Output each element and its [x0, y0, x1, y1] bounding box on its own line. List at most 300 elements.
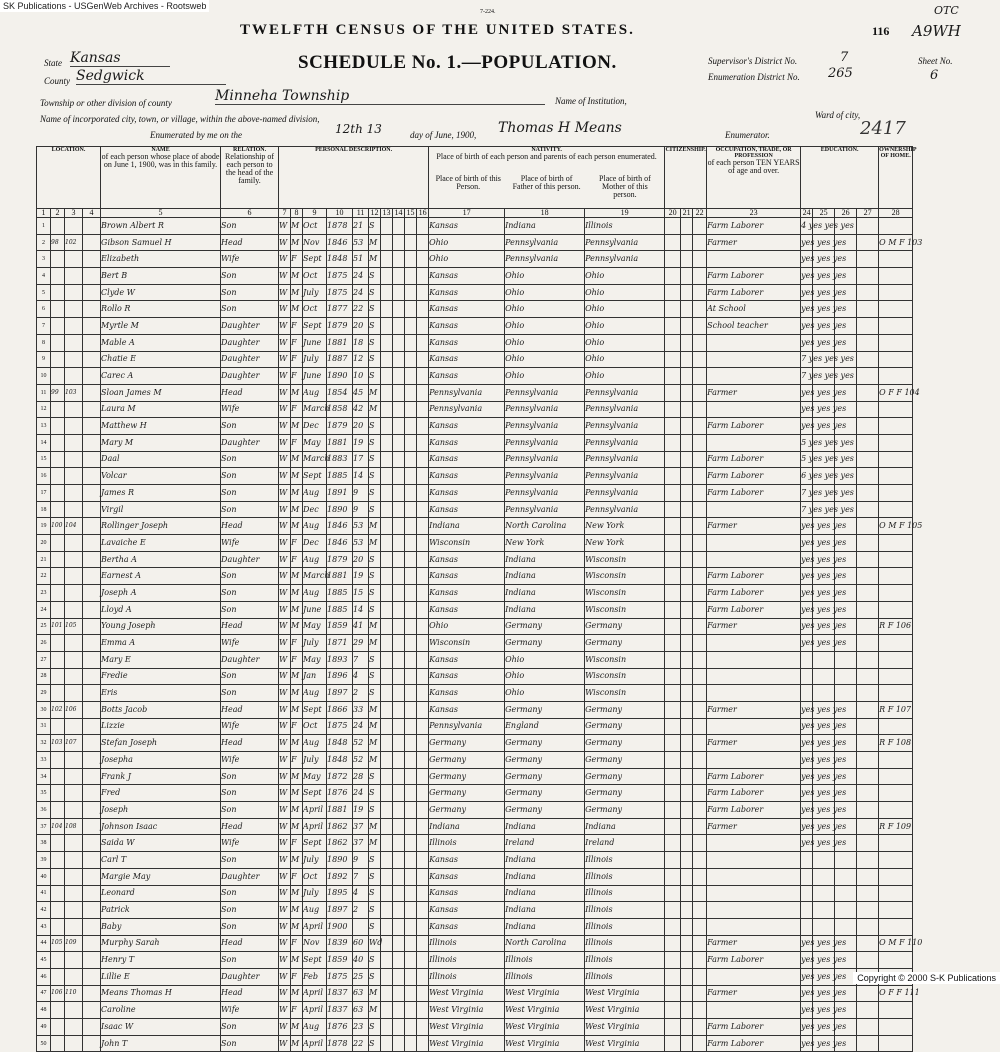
age-cell: 42: [353, 401, 369, 418]
person-name-cell: Botts Jacob: [101, 701, 221, 718]
blank-cell: [417, 952, 429, 969]
line-number-cell: 50: [37, 1035, 51, 1052]
line-number-cell: 14: [37, 434, 51, 451]
family-number-cell: 102: [65, 234, 83, 251]
marital-status-cell: S: [369, 218, 381, 235]
marital-status-cell: S: [369, 568, 381, 585]
blank-cell: [693, 952, 707, 969]
blank-cell: [381, 685, 393, 702]
sex-cell: F: [291, 401, 303, 418]
home-ownership-cell: [879, 535, 913, 552]
institution-label: Name of Institution,: [555, 96, 627, 106]
mother-birthplace-cell: West Virginia: [585, 985, 665, 1002]
relation-cell: Wife: [221, 1002, 279, 1019]
education-cell: yes yes yes: [801, 401, 813, 418]
blank-cell: [681, 985, 693, 1002]
blank-cell: [857, 868, 879, 885]
blank-cell: [405, 985, 417, 1002]
home-ownership-cell: [879, 568, 913, 585]
birth-month-cell: May: [303, 618, 327, 635]
blank-cell: [693, 835, 707, 852]
enumerated-day: 12th 13: [335, 122, 382, 136]
dwelling-number-cell: [51, 752, 65, 769]
age-cell: 19: [353, 568, 369, 585]
race-cell: W: [279, 952, 291, 969]
relation-cell: Son: [221, 685, 279, 702]
blank-cell: [681, 301, 693, 318]
sex-cell: M: [291, 735, 303, 752]
father-birthplace-cell: Indiana: [505, 585, 585, 602]
column-number: 10: [327, 209, 353, 218]
relation-cell: Son: [221, 785, 279, 802]
blank-cell: [857, 418, 879, 435]
birthplace-cell: Kansas: [429, 485, 505, 502]
june-label: day of June, 1900,: [410, 130, 477, 140]
blank-cell: [681, 918, 693, 935]
blank-cell: [693, 718, 707, 735]
birth-month-cell: Aug: [303, 485, 327, 502]
table-row: [37, 918, 913, 935]
sheet-value: 6: [930, 68, 939, 83]
person-name-cell: Gibson Samuel H: [101, 234, 221, 251]
blank-cell: [405, 251, 417, 268]
line-number-cell: 35: [37, 785, 51, 802]
table-row: [37, 368, 913, 385]
blank-cell: [83, 835, 101, 852]
blank-cell: [681, 434, 693, 451]
age-cell: 19: [353, 434, 369, 451]
father-birthplace-cell: Pennsylvania: [505, 501, 585, 518]
sex-cell: M: [291, 1019, 303, 1036]
birth-year-cell: 1891: [327, 485, 353, 502]
blank-cell: [381, 418, 393, 435]
birthplace-cell: West Virginia: [429, 1035, 505, 1052]
education-cell: yes yes yes: [801, 1035, 813, 1052]
education-cell: 4 yes yes yes: [801, 218, 813, 235]
family-number-cell: [65, 651, 83, 668]
mother-birthplace-cell: Pennsylvania: [585, 418, 665, 435]
occupation-cell: Farmer: [707, 701, 801, 718]
marital-status-cell: S: [369, 434, 381, 451]
sex-cell: M: [291, 585, 303, 602]
birthplace-cell: Kansas: [429, 318, 505, 335]
family-number-cell: [65, 668, 83, 685]
blank-cell: [665, 835, 681, 852]
blank-cell: [83, 251, 101, 268]
blank-cell: [857, 535, 879, 552]
family-number-cell: [65, 401, 83, 418]
birthplace-cell: Kansas: [429, 902, 505, 919]
table-row: [37, 1035, 913, 1052]
blank-cell: [665, 251, 681, 268]
family-number-cell: [65, 968, 83, 985]
relation-cell: Son: [221, 1019, 279, 1036]
blank-cell: [393, 468, 405, 485]
blank-cell: [665, 535, 681, 552]
blank-cell: [381, 384, 393, 401]
dwelling-number-cell: [51, 785, 65, 802]
dwelling-number-cell: [51, 635, 65, 652]
blank-cell: [665, 985, 681, 1002]
column-number: 15: [406, 208, 415, 217]
race-cell: W: [279, 401, 291, 418]
line-number-cell: 23: [37, 585, 51, 602]
blank-cell: [381, 535, 393, 552]
home-ownership-cell: [879, 585, 913, 602]
blank-cell: [857, 902, 879, 919]
birthplace-cell: Germany: [429, 735, 505, 752]
person-name-cell: John T: [101, 1035, 221, 1052]
occupation-cell: [707, 752, 801, 769]
blank-cell: [693, 568, 707, 585]
family-number-cell: [65, 902, 83, 919]
mother-birthplace-cell: Ireland: [585, 835, 665, 852]
sex-cell: M: [291, 668, 303, 685]
relation-cell: Son: [221, 485, 279, 502]
blank-cell: [681, 1019, 693, 1036]
blank-cell: [381, 668, 393, 685]
birthplace-cell: Kansas: [429, 468, 505, 485]
county-value: Sedgwick: [76, 68, 226, 85]
birth-month-cell: June: [303, 334, 327, 351]
occupation-cell: At School: [707, 301, 801, 318]
line-number-cell: 30: [37, 701, 51, 718]
blank-cell: [681, 885, 693, 902]
blank-cell: [417, 835, 429, 852]
blank-cell: [393, 902, 405, 919]
age-cell: 22: [353, 301, 369, 318]
blank-cell: [835, 885, 857, 902]
family-number-cell: [65, 585, 83, 602]
dwelling-number-cell: [51, 318, 65, 335]
mother-birthplace-cell: Pennsylvania: [585, 434, 665, 451]
occupation-cell: Farm Laborer: [707, 218, 801, 235]
education-cell: yes yes yes: [801, 1002, 813, 1019]
corner-handwritten-mark: A9WH: [912, 22, 961, 40]
race-cell: W: [279, 585, 291, 602]
birth-month-cell: Dec: [303, 418, 327, 435]
person-name-cell: Laura M: [101, 401, 221, 418]
relation-cell: Son: [221, 952, 279, 969]
blank-cell: [681, 1002, 693, 1019]
education-cell: yes yes yes: [801, 384, 813, 401]
table-row: [37, 935, 913, 952]
blank-cell: [381, 218, 393, 235]
dwelling-number-cell: 102: [51, 701, 65, 718]
sex-cell: F: [291, 835, 303, 852]
blank-cell: [381, 935, 393, 952]
education-cell: yes yes yes: [801, 251, 813, 268]
age-cell: 41: [353, 618, 369, 635]
blank-cell: [381, 701, 393, 718]
relation-cell: Son: [221, 668, 279, 685]
blank-cell: [417, 668, 429, 685]
family-number-cell: [65, 485, 83, 502]
father-birthplace-cell: Ohio: [505, 318, 585, 335]
blank-cell: [393, 418, 405, 435]
line-number-cell: 21: [37, 551, 51, 568]
blank-cell: [83, 618, 101, 635]
dwelling-number-cell: [51, 368, 65, 385]
blank-cell: [405, 701, 417, 718]
blank-cell: [405, 234, 417, 251]
birthplace-cell: Kansas: [429, 668, 505, 685]
table-row: [37, 785, 913, 802]
mother-birthplace-cell: Germany: [585, 735, 665, 752]
blank-cell: [693, 334, 707, 351]
education-cell: yes yes yes: [801, 768, 813, 785]
blank-cell: [83, 868, 101, 885]
person-name-cell: Means Thomas H: [101, 985, 221, 1002]
blank-cell: [393, 268, 405, 285]
mother-birthplace-cell: New York: [585, 535, 665, 552]
family-number-cell: 109: [65, 935, 83, 952]
marital-status-cell: S: [369, 785, 381, 802]
relation-cell: Son: [221, 601, 279, 618]
blank-cell: [693, 468, 707, 485]
birth-year-cell: 1881: [327, 434, 353, 451]
occupation-cell: [707, 501, 801, 518]
mother-birthplace-cell: Pennsylvania: [585, 251, 665, 268]
relation-cell: Head: [221, 935, 279, 952]
race-cell: W: [279, 1002, 291, 1019]
race-cell: W: [279, 752, 291, 769]
blank-cell: [393, 284, 405, 301]
blank-cell: [835, 685, 857, 702]
citizenship-header: CITIZENSHIP.: [665, 147, 707, 209]
marital-status-cell: S: [369, 284, 381, 301]
age-cell: 4: [353, 885, 369, 902]
birthplace-cell: Ohio: [429, 234, 505, 251]
blank-cell: [417, 535, 429, 552]
birth-year-cell: 1876: [327, 785, 353, 802]
blank-cell: [405, 585, 417, 602]
family-number-cell: [65, 318, 83, 335]
line-number-cell: 40: [37, 868, 51, 885]
blank-cell: [83, 518, 101, 535]
occupation-cell: Farm Laborer: [707, 468, 801, 485]
blank-cell: [381, 902, 393, 919]
birthplace-cell: Kansas: [429, 301, 505, 318]
marital-status-cell: S: [369, 334, 381, 351]
relation-cell: Son: [221, 885, 279, 902]
sex-cell: M: [291, 685, 303, 702]
occupation-cell: [707, 868, 801, 885]
person-name-cell: Mary E: [101, 651, 221, 668]
age-cell: 33: [353, 701, 369, 718]
education-cell: [801, 902, 813, 919]
blank-cell: [681, 568, 693, 585]
education-cell: 7 yes yes yes: [801, 368, 813, 385]
blank-cell: [693, 752, 707, 769]
sex-cell: M: [291, 418, 303, 435]
blank-cell: [393, 802, 405, 819]
mother-birthplace-cell: Pennsylvania: [585, 234, 665, 251]
mother-birthplace-cell: Ohio: [585, 318, 665, 335]
blank-cell: [417, 351, 429, 368]
sex-cell: M: [291, 518, 303, 535]
county-label: County: [44, 76, 70, 86]
line-number-cell: 17: [37, 485, 51, 502]
person-name-cell: Lavaiche E: [101, 535, 221, 552]
blank-cell: [393, 1035, 405, 1052]
blank-cell: [813, 902, 835, 919]
family-number-cell: [65, 802, 83, 819]
home-ownership-cell: O F F 104: [879, 384, 913, 401]
birth-month-cell: Sept: [303, 251, 327, 268]
birthplace-cell: Germany: [429, 785, 505, 802]
blank-cell: [393, 551, 405, 568]
table-row: [37, 701, 913, 718]
mother-birthplace-cell: Wisconsin: [585, 601, 665, 618]
blank-cell: [857, 685, 879, 702]
blank-cell: [381, 284, 393, 301]
blank-cell: [681, 468, 693, 485]
blank-cell: [405, 935, 417, 952]
family-number-cell: [65, 301, 83, 318]
race-cell: W: [279, 334, 291, 351]
line-number-cell: 27: [37, 651, 51, 668]
blank-cell: [681, 701, 693, 718]
marital-status-cell: S: [369, 585, 381, 602]
mother-birthplace-cell: Ohio: [585, 334, 665, 351]
person-name-cell: Murphy Sarah: [101, 935, 221, 952]
blank-cell: [381, 251, 393, 268]
mother-birthplace-cell: Wisconsin: [585, 585, 665, 602]
page-number: 116: [872, 24, 890, 38]
blank-cell: [381, 268, 393, 285]
father-birthplace-cell: Ohio: [505, 334, 585, 351]
birth-year-cell: 1846: [327, 535, 353, 552]
birth-month-cell: June: [303, 368, 327, 385]
age-cell: 24: [353, 268, 369, 285]
birth-month-cell: Aug: [303, 685, 327, 702]
blank-cell: [835, 902, 857, 919]
table-row: [37, 568, 913, 585]
education-cell: yes yes yes: [801, 635, 813, 652]
blank-cell: [393, 401, 405, 418]
blank-cell: [381, 601, 393, 618]
blank-cell: [857, 234, 879, 251]
marital-status-cell: S: [369, 968, 381, 985]
birthplace-cell: Kansas: [429, 351, 505, 368]
birth-month-cell: Aug: [303, 585, 327, 602]
mother-birthplace-cell: Pennsylvania: [585, 485, 665, 502]
birth-year-cell: 1862: [327, 818, 353, 835]
blank-cell: [83, 635, 101, 652]
mother-birthplace-cell: Germany: [585, 718, 665, 735]
blank-cell: [681, 968, 693, 985]
line-number-cell: 39: [37, 852, 51, 869]
family-number-cell: [65, 635, 83, 652]
table-row: [37, 852, 913, 869]
blank-cell: [681, 952, 693, 969]
blank-cell: [693, 618, 707, 635]
blank-cell: [665, 384, 681, 401]
sex-cell: M: [291, 918, 303, 935]
person-name-cell: Virgil: [101, 501, 221, 518]
blank-cell: [381, 368, 393, 385]
census-table: [36, 146, 923, 1052]
blank-cell: [393, 768, 405, 785]
age-cell: 29: [353, 635, 369, 652]
home-ownership-cell: O M F 110: [879, 935, 913, 952]
birth-month-cell: April: [303, 918, 327, 935]
relation-cell: Daughter: [221, 434, 279, 451]
dwelling-number-cell: [51, 351, 65, 368]
education-cell: yes yes yes: [801, 718, 813, 735]
relation-cell: Daughter: [221, 868, 279, 885]
education-cell: [801, 685, 813, 702]
birthplace-cell: Kansas: [429, 852, 505, 869]
home-ownership-cell: [879, 434, 913, 451]
blank-cell: [857, 568, 879, 585]
birth-month-cell: Nov: [303, 234, 327, 251]
blank-cell: [693, 551, 707, 568]
blank-cell: [665, 401, 681, 418]
age-cell: 7: [353, 651, 369, 668]
race-cell: W: [279, 818, 291, 835]
relation-cell: Wife: [221, 535, 279, 552]
location-header: LOCATION.: [37, 147, 101, 209]
marital-status-cell: S: [369, 301, 381, 318]
birthplace-cell: Kansas: [429, 651, 505, 668]
birthplace-cell: Kansas: [429, 885, 505, 902]
blank-cell: [665, 718, 681, 735]
mother-birthplace-cell: Illinois: [585, 952, 665, 969]
birth-month-cell: June: [303, 601, 327, 618]
age-cell: 20: [353, 551, 369, 568]
blank-cell: [857, 852, 879, 869]
family-number-cell: [65, 1035, 83, 1052]
race-cell: W: [279, 434, 291, 451]
pob-mother-header: Place of birth of Mother of this person.: [599, 174, 651, 199]
marital-status-cell: M: [369, 835, 381, 852]
birth-year-cell: 1892: [327, 868, 353, 885]
education-cell: [801, 852, 813, 869]
table-row: [37, 618, 913, 635]
blank-cell: [83, 401, 101, 418]
education-cell: [801, 651, 813, 668]
birth-year-cell: 1858: [327, 401, 353, 418]
blank-cell: [83, 818, 101, 835]
education-cell: yes yes yes: [801, 985, 813, 1002]
blank-cell: [83, 785, 101, 802]
occupation-cell: [707, 334, 801, 351]
occupation-cell: Farm Laborer: [707, 485, 801, 502]
blank-cell: [665, 618, 681, 635]
blank-cell: [381, 568, 393, 585]
blank-cell: [665, 952, 681, 969]
enumerator-label: Enumerator.: [725, 130, 770, 140]
table-row: [37, 902, 913, 919]
blank-cell: [665, 752, 681, 769]
marital-status-cell: S: [369, 551, 381, 568]
occupation-cell: Farmer: [707, 518, 801, 535]
occupation-cell: [707, 251, 801, 268]
race-cell: W: [279, 535, 291, 552]
sex-cell: M: [291, 802, 303, 819]
blank-cell: [83, 234, 101, 251]
marital-status-cell: M: [369, 985, 381, 1002]
family-number-cell: [65, 368, 83, 385]
occupation-cell: [707, 551, 801, 568]
table-row: [37, 885, 913, 902]
blank-cell: [83, 434, 101, 451]
relation-cell: Daughter: [221, 651, 279, 668]
column-number: 11: [353, 209, 369, 218]
marital-status-cell: S: [369, 418, 381, 435]
